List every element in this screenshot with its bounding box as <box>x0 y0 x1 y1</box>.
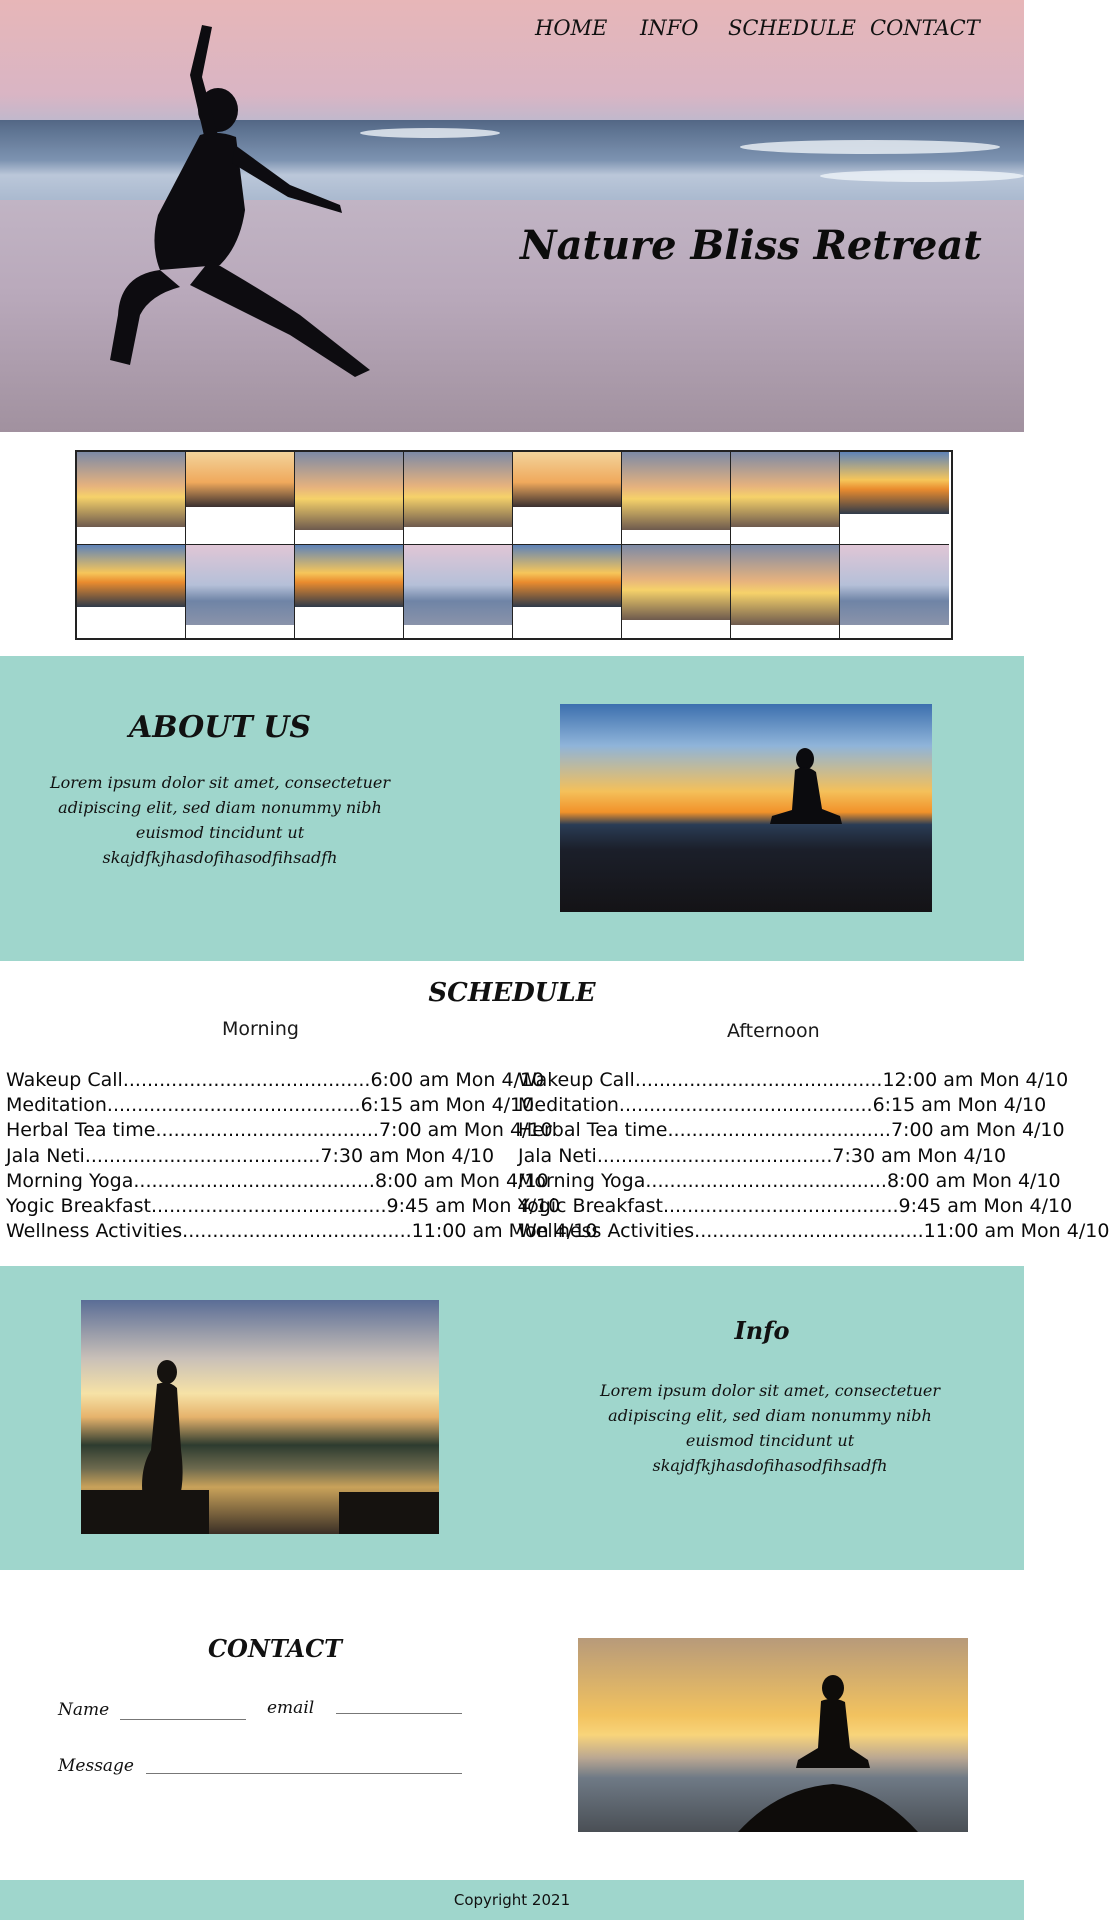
copyright-text: Copyright 2021 <box>453 1891 571 1909</box>
about-image <box>560 704 932 912</box>
schedule-item: Yogic Breakfast.......................................9:45 am Mon 4/10 <box>6 1195 561 1218</box>
gallery-thumbnail[interactable] <box>186 452 295 545</box>
gallery-thumbnail[interactable] <box>77 545 186 638</box>
about-text: Lorem ipsum dolor sit amet, consectetuer adipiscing elit, sed diam nonummy nibh euismod tincidunt ut skajdfkjhasdofihasodfihsadfh <box>49 773 391 867</box>
schedule-item: Meditation..........................................6:15 am Mon 4/10 <box>6 1094 535 1117</box>
hero-banner <box>0 0 1024 432</box>
nav-home[interactable]: HOME <box>535 16 608 40</box>
schedule-item: Jala Neti.......................................7:30 am Mon 4/10 <box>6 1144 495 1167</box>
hero-title: Nature Bliss Retreat <box>520 222 982 269</box>
schedule-item: Morning Yoga........................................8:00 am Mon 4/10 <box>518 1169 1061 1192</box>
nav-schedule[interactable]: SCHEDULE <box>728 16 856 40</box>
schedule-item: Meditation..........................................6:15 am Mon 4/10 <box>518 1094 1047 1117</box>
gallery-thumbnail[interactable] <box>731 452 840 545</box>
schedule-heading: SCHEDULE <box>428 978 596 1008</box>
contact-heading: CONTACT <box>207 1634 343 1663</box>
email-input[interactable] <box>336 1700 462 1714</box>
morning-label: Morning <box>222 1018 299 1040</box>
wave <box>820 170 1024 182</box>
gallery-thumbnail[interactable] <box>840 545 949 638</box>
email-label: email <box>267 1698 315 1718</box>
name-label: Name <box>58 1700 110 1720</box>
gallery-thumbnail[interactable] <box>513 452 622 545</box>
gallery-thumbnail[interactable] <box>295 452 404 545</box>
nav-info[interactable]: INFO <box>640 16 699 40</box>
gallery-thumbnail[interactable] <box>186 545 295 638</box>
info-section <box>0 1266 1024 1570</box>
gallery-thumbnail[interactable] <box>622 545 731 638</box>
schedule-item: Herbal Tea time.....................................7:00 am Mon 4/10 <box>518 1119 1065 1142</box>
schedule-item: Wellness Activities......................................11:00 am Mon 4/10 <box>518 1220 1109 1243</box>
about-heading: ABOUT US <box>128 710 312 745</box>
nav-contact[interactable]: CONTACT <box>870 16 980 40</box>
info-text: Lorem ipsum dolor sit amet, consectetuer adipiscing elit, sed diam nonummy nibh euismod tincidunt ut skajdfkjhasdofihasodfihsadfh <box>599 1381 941 1475</box>
morning-schedule-list <box>6 1068 598 1244</box>
schedule-item: Wakeup Call.........................................12:00 am Mon 4/10 <box>518 1069 1069 1091</box>
info-image <box>81 1300 439 1534</box>
contact-image <box>578 1638 968 1832</box>
schedule-item: Herbal Tea time.....................................7:00 am Mon 4/10 <box>6 1119 553 1142</box>
gallery-thumbnail[interactable] <box>77 452 186 545</box>
afternoon-label: Afternoon <box>727 1020 820 1042</box>
name-input[interactable] <box>120 1706 246 1720</box>
gallery-thumbnail[interactable] <box>295 545 404 638</box>
info-heading: Info <box>734 1316 790 1345</box>
gallery-thumbnail[interactable] <box>404 545 513 638</box>
message-label: Message <box>58 1756 134 1776</box>
photo-gallery <box>75 450 953 640</box>
afternoon-schedule-list <box>518 1068 1109 1244</box>
gallery-thumbnail[interactable] <box>513 545 622 638</box>
gallery-thumbnail[interactable] <box>404 452 513 545</box>
gallery-thumbnail[interactable] <box>840 452 949 545</box>
footer <box>0 1880 1024 1920</box>
gallery-thumbnail[interactable] <box>731 545 840 638</box>
gallery-thumbnail[interactable] <box>622 452 731 545</box>
yoga-silhouette <box>40 15 420 385</box>
message-input[interactable] <box>146 1760 462 1774</box>
schedule-item: Morning Yoga........................................8:00 am Mon 4/10 <box>6 1169 549 1192</box>
schedule-item: Yogic Breakfast.......................................9:45 am Mon 4/10 <box>518 1195 1073 1218</box>
schedule-item: Wellness Activities......................................11:00 am Mon 4/10 <box>6 1220 598 1243</box>
about-section <box>0 656 1024 961</box>
wave <box>740 140 1000 154</box>
schedule-item: Wakeup Call.........................................6:00 am Mon 4/10 <box>6 1069 545 1091</box>
schedule-item: Jala Neti.......................................7:30 am Mon 4/10 <box>518 1144 1007 1167</box>
